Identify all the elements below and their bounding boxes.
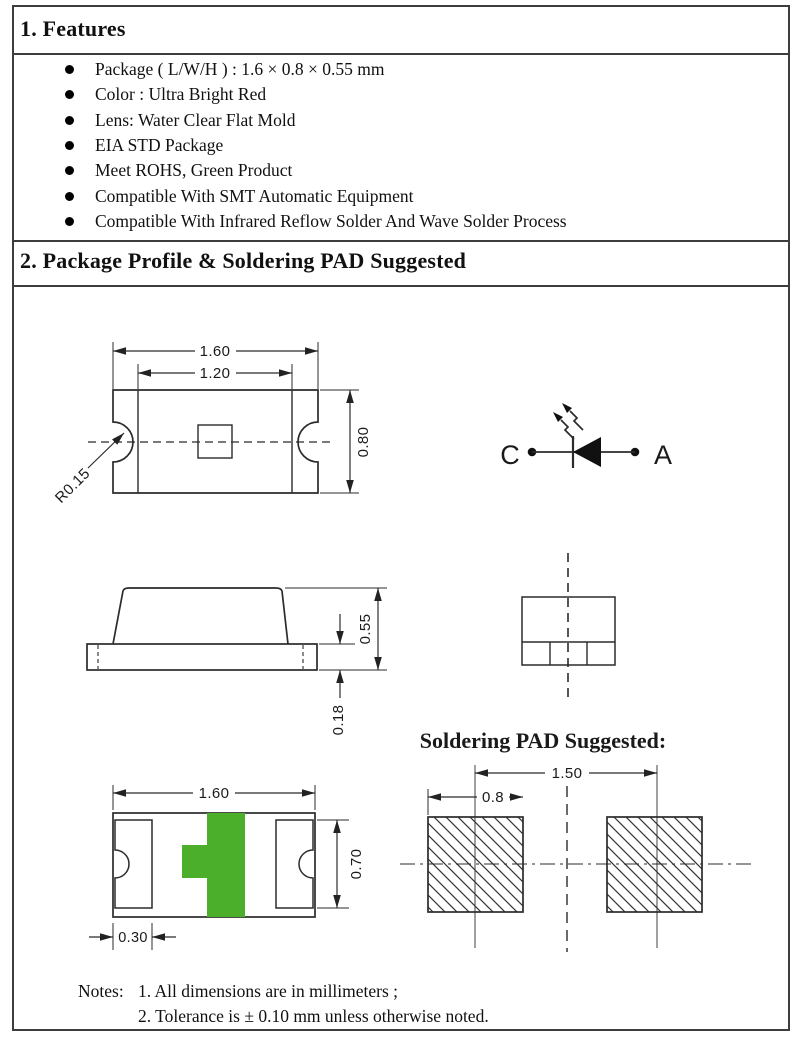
end-view-drawing xyxy=(522,553,615,697)
list-item xyxy=(65,183,765,208)
list-item xyxy=(65,57,765,82)
divider-above-section2 xyxy=(12,240,790,242)
feature-text: Color : Ultra Bright Red xyxy=(95,84,267,105)
note-item: 2. Tolerance is ± 0.10 mm unless otherwise noted. xyxy=(138,1006,489,1026)
polarity-mark xyxy=(182,813,245,917)
section1-title: 1. Features xyxy=(20,16,126,41)
divider-under-section2-title xyxy=(12,285,790,287)
note-item: 1. All dimensions are in millimeters ; xyxy=(138,981,399,1001)
dim-label-inner-length: 1.20 xyxy=(199,365,231,382)
cathode-label: C xyxy=(500,440,520,470)
dim-label-terminal-height: 0.70 xyxy=(348,848,365,880)
feature-text: Meet ROHS, Green Product xyxy=(95,160,293,181)
feature-text: Compatible With SMT Automatic Equipment xyxy=(95,185,414,206)
dim-label-pad-width: 0.8 xyxy=(481,789,505,806)
list-item xyxy=(65,82,765,107)
dim-label-corner-radius: R0.15 xyxy=(51,464,94,507)
left-terminal xyxy=(115,820,152,908)
bullet-icon xyxy=(65,90,74,99)
divider-under-features-title xyxy=(12,53,790,55)
dim-label-terminal-width: 0.30 xyxy=(118,930,148,946)
feature-text: Lens: Water Clear Flat Mold xyxy=(95,109,296,130)
soldering-pad-title: Soldering PAD Suggested: xyxy=(419,728,667,753)
feature-text: Compatible With Infrared Reflow Solder And Wave Solder Process xyxy=(95,210,567,231)
bullet-icon xyxy=(65,65,74,74)
feature-text: Package ( L/W/H ) : 1.6 × 0.8 × 0.55 mm xyxy=(95,59,385,80)
list-item xyxy=(65,158,765,183)
dim-label-length: 1.60 xyxy=(198,785,230,802)
die-pad-square xyxy=(198,425,232,458)
dim-label-base-height: 0.18 xyxy=(330,704,347,736)
led-schematic xyxy=(500,403,672,470)
bullet-icon xyxy=(65,116,74,125)
light-emission-arrows-icon xyxy=(553,403,583,439)
top-view-drawing xyxy=(52,342,372,507)
diode-triangle-icon xyxy=(573,437,601,467)
right-terminal xyxy=(276,820,313,908)
notes-label: Notes: xyxy=(78,981,124,1001)
dim-label-total-height: 0.55 xyxy=(357,613,374,645)
dim-label-outer-length: 1.60 xyxy=(199,343,231,360)
list-item xyxy=(65,209,765,234)
package-drawing-canvas xyxy=(13,288,789,1028)
feature-text: EIA STD Package xyxy=(95,135,224,156)
anode-label: A xyxy=(653,440,673,470)
features-list xyxy=(65,57,765,234)
dim-label-width: 0.80 xyxy=(355,426,372,458)
section2-title: 2. Package Profile & Soldering PAD Suggested xyxy=(20,248,467,273)
bullet-icon xyxy=(65,192,74,201)
bullet-icon xyxy=(65,166,74,175)
list-item xyxy=(65,133,765,158)
side-view-drawing xyxy=(87,588,387,735)
base-profile xyxy=(87,644,317,670)
dim-label-pad-pitch: 1.50 xyxy=(551,765,583,782)
bullet-icon xyxy=(65,141,74,150)
list-item xyxy=(65,108,765,133)
soldering-pad-layout xyxy=(400,728,751,952)
bottom-view-drawing xyxy=(89,784,365,950)
lens-profile xyxy=(113,588,288,644)
bullet-icon xyxy=(65,217,74,226)
